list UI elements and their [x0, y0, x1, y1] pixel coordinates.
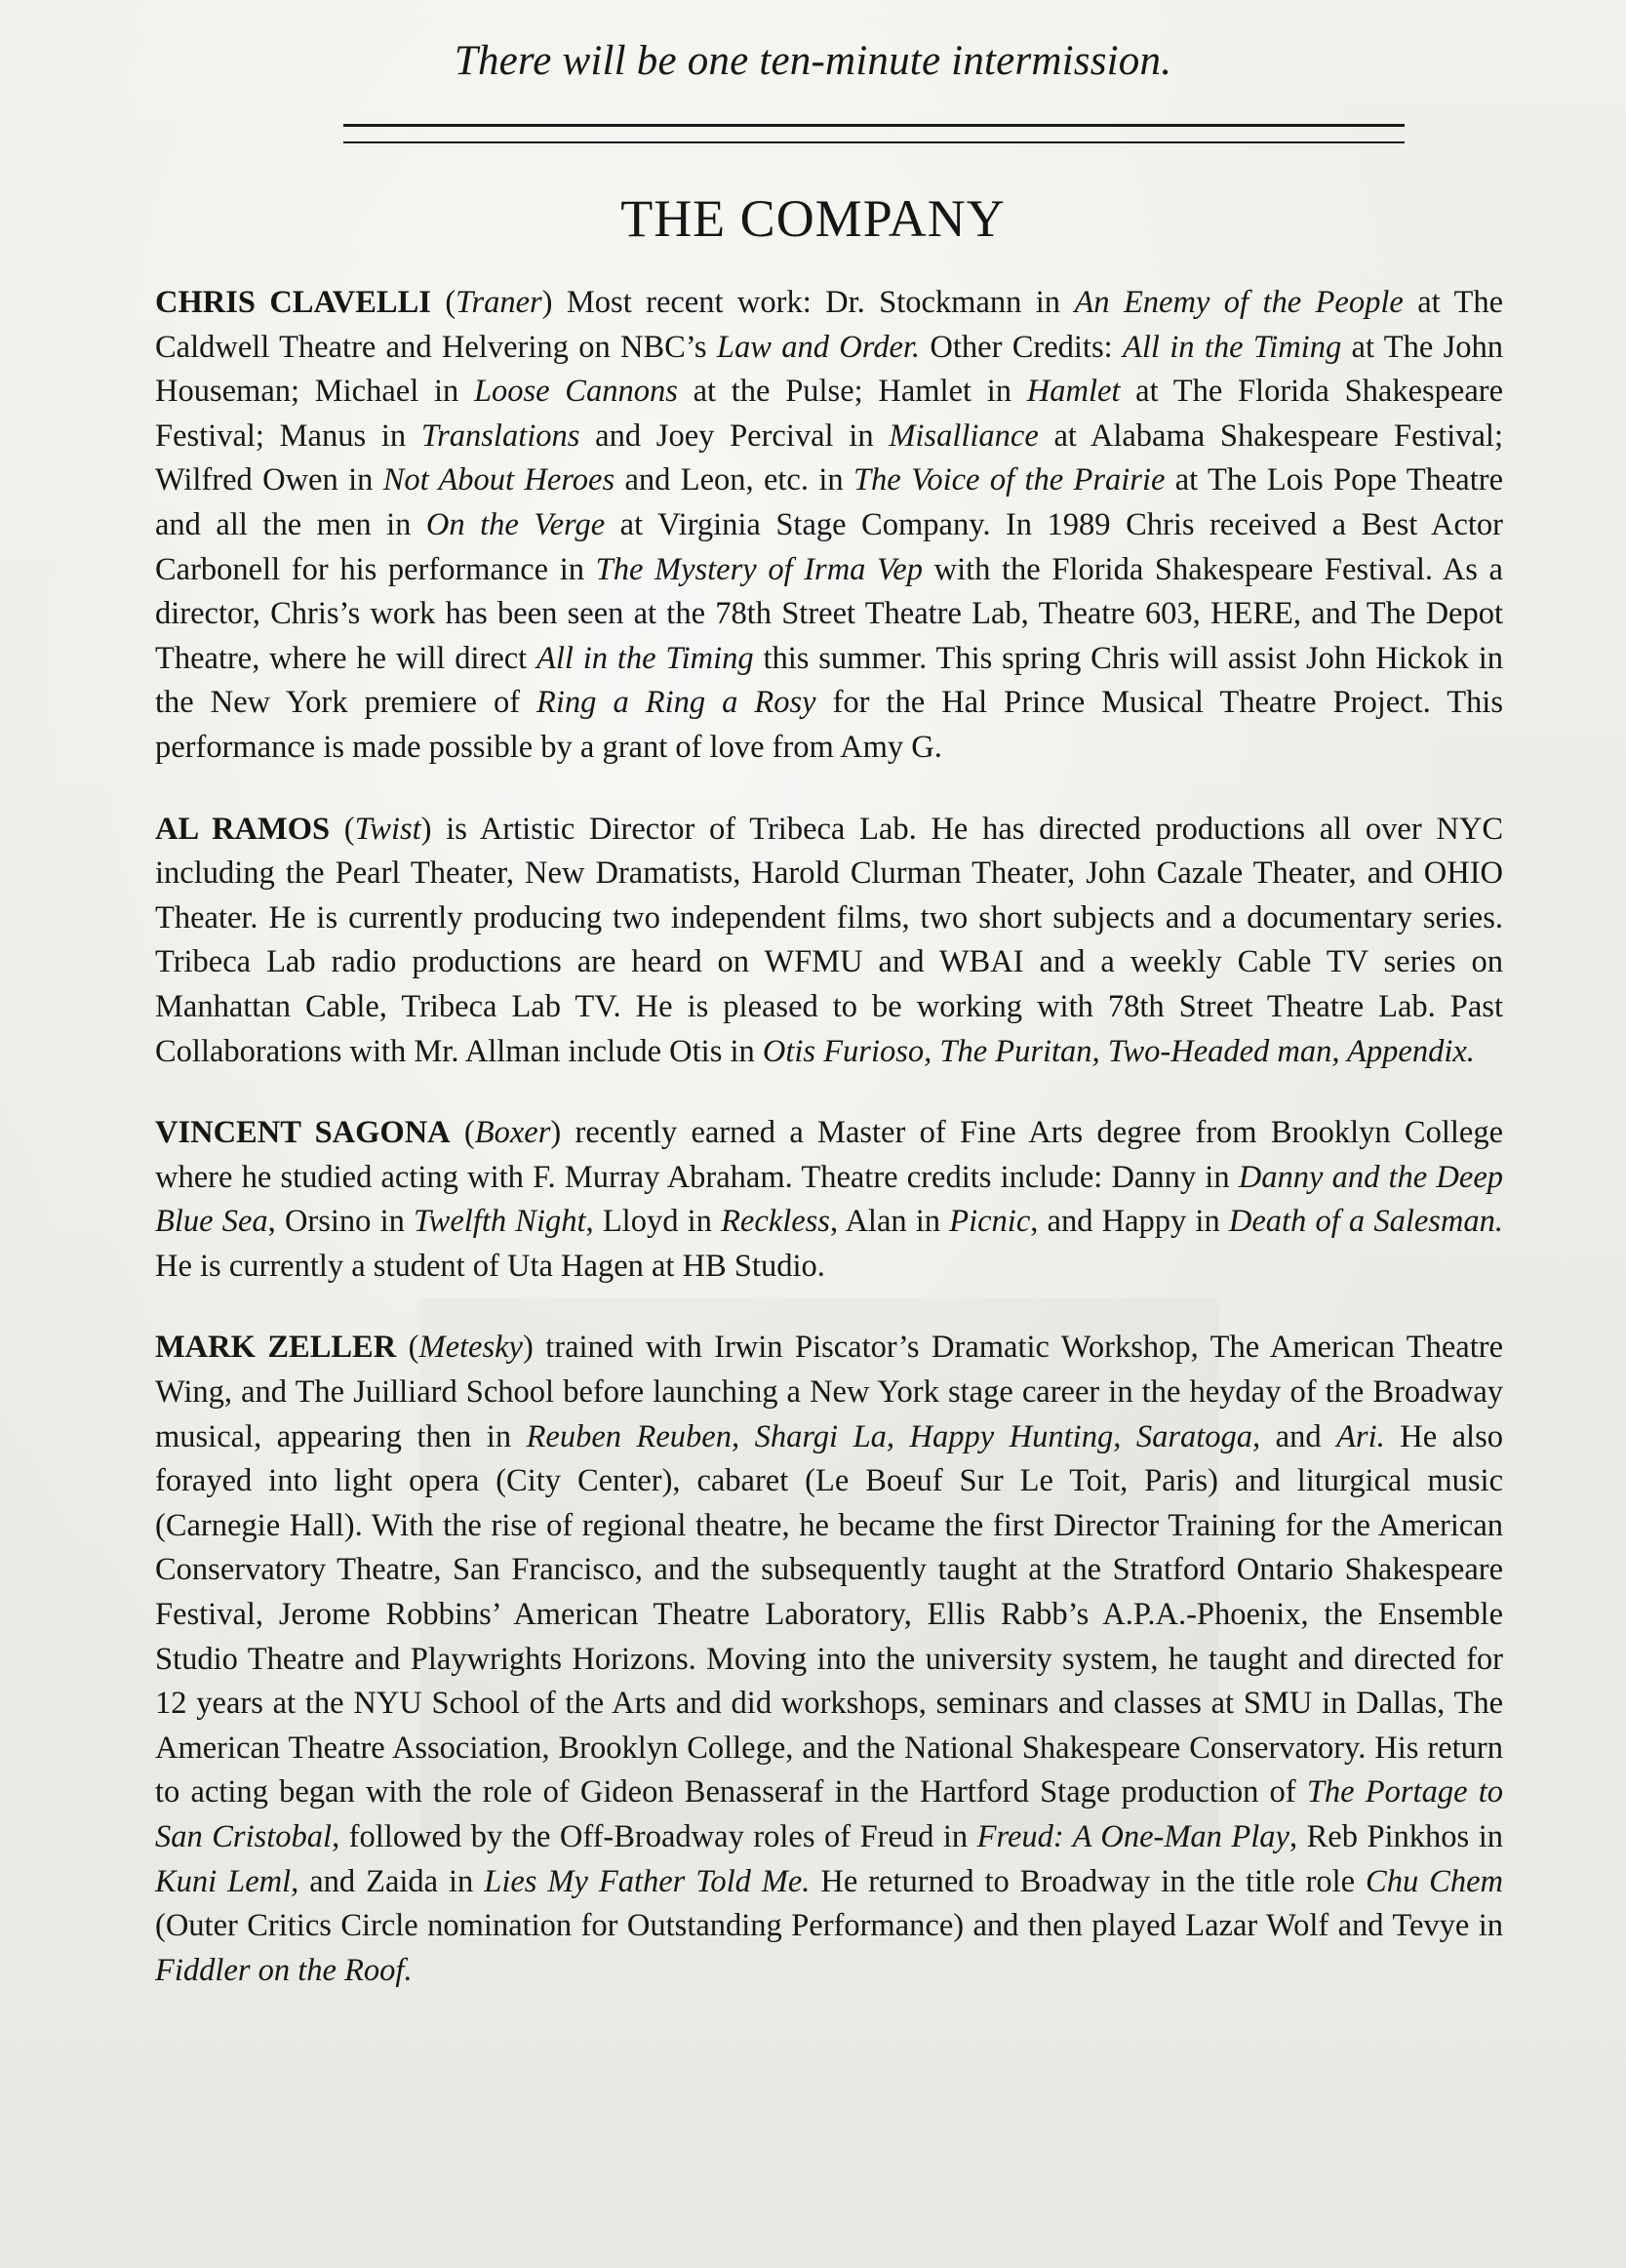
- work-title: The Portage to San Cristobal: [155, 1774, 1504, 1854]
- work-title: Otis Furioso, The Puritan, Two-Headed man, Appendix.: [762, 1033, 1475, 1069]
- character-role: Boxer: [474, 1115, 551, 1151]
- work-title: Twelfth Night: [414, 1204, 586, 1240]
- work-title: Freud: A One-Man Play: [976, 1819, 1289, 1854]
- bio-paragraph: VINCENT SAGONA (Boxer) recently earned a Master of Fine Arts degree from Brooklyn College where he studied acting with F. Murray Abraham. Theatre credits include: Danny in Danny and the Deep Blue Sea, Orsino in Twelfth Night, Lloyd in Reckless, Alan in Picnic, and Happy in Death of a Salesman. He is currently a student of Uta Hagen at HB Studio.: [155, 1115, 1504, 1284]
- divider-rule-bottom: [343, 141, 1405, 143]
- actor-name: CHRIS CLAVELLI: [155, 285, 431, 320]
- work-title: Law and Order.: [716, 329, 921, 365]
- divider-rule-top: [343, 124, 1405, 127]
- work-title: Hamlet: [1026, 374, 1121, 410]
- actor-name: VINCENT SAGONA: [155, 1115, 451, 1151]
- work-title: On the Verge: [425, 506, 606, 542]
- work-title: Chu Chem: [1366, 1863, 1503, 1899]
- work-title: Picnic: [949, 1204, 1031, 1240]
- work-title: All in the Timing: [536, 640, 754, 676]
- work-title: Translations: [420, 418, 580, 454]
- company-bios: [155, 281, 1503, 2030]
- work-title: Danny and the Deep Blue Sea: [155, 1159, 1503, 1240]
- character-role: Twist: [354, 811, 421, 847]
- work-title: Reckless: [721, 1204, 830, 1240]
- work-title: Not About Heroes: [382, 462, 615, 498]
- work-title: Ring a Ring a Rosy: [536, 685, 816, 721]
- work-title: The Mystery of Irma Vep: [595, 551, 923, 587]
- intermission-notice: There will be one ten-minute intermission.: [454, 38, 1172, 84]
- work-title: Fiddler on the Roof.: [155, 1952, 413, 1988]
- work-title: Reuben Reuben, Shargi La, Happy Hunting, Saratoga,: [526, 1418, 1261, 1454]
- work-title: Loose Cannons: [473, 374, 678, 410]
- bio-paragraph: MARK ZELLER (Metesky) trained with Irwin Piscator’s Dramatic Workshop, The American Theatre Wing, and The Juilliard School before launching a New York stage career in the heyday of the Broadway musical, appearing then in Reuben Reuben, Shargi La, Happy Hunting, Saratoga, and Ari. He also forayed into light opera (City Center), cabaret (Le Boeuf Sur Le Toit, Paris) and liturgical music (Carnegie Hall). With the rise of regional theatre, he became the first Director Training for the American Conservatory Theatre, San Francisco, and the subsequently taught at the Stratford Ontario Shakespeare Festival, Jerome Robbins’ American Theatre Laboratory, Ellis Rabb’s A.P.A.-Phoenix, the Ensemble Studio Theatre and Playwrights Horizons. Moving into the university system, he taught and directed for 12 years at the NYU School of the Arts and did workshops, seminars and classes at SMU in Dallas, The American Theatre Association, Brooklyn College, and the National Shakespeare Conservatory. His return to acting began with the role of Gideon Benasseraf in the Hartford Stage production of The Portage to San Cristobal, followed by the Off-Broadway roles of Freud in Freud: A One-Man Play, Reb Pinkhos in Kuni Leml, and Zaida in Lies My Father Told Me. He returned to Broadway in the title role Chu Chem (Outer Critics Circle nomination for Outstanding Performance) and then played Lazar Wolf and Tevye in Fiddler on the Roof.: [155, 1330, 1504, 1988]
- actor-name: AL RAMOS: [155, 811, 331, 847]
- actor-name: MARK ZELLER: [155, 1330, 397, 1366]
- work-title: All in the Timing: [1122, 329, 1342, 365]
- bio-paragraph: AL RAMOS (Twist) is Artistic Director of Tribeca Lab. He has directed productions all over NYC including the Pearl Theater, New Dramatists, Harold Clurman Theater, John Cazale Theater, and OHIO Theater. He is currently producing two independent films, two short subjects and a documentary series. Tribeca Lab radio productions are heard on WFMU and WBAI and a weekly Cable TV series on Manhattan Cable, Tribeca Lab TV. He is pleased to be working with 78th Street Theatre Lab. Past Collaborations with Mr. Allman include Otis in Otis Furioso, The Puritan, Two-Headed man, Appendix.: [155, 811, 1504, 1069]
- bio-paragraph: CHRIS CLAVELLI (Traner) Most recent work: Dr. Stockmann in An Enemy of the People at The Caldwell Theatre and Helvering on NBC’s Law and Order. Other Credits: All in the Timing at The John Houseman; Michael in Loose Cannons at the Pulse; Hamlet in Hamlet at The Florida Shakespeare Festival; Manus in Translations and Joey Percival in Misalliance at Alabama Shakespeare Festival; Wilfred Owen in Not About Heroes and Leon, etc. in The Voice of the Prairie at The Lois Pope Theatre and all the men in On the Verge at Virginia Stage Company. In 1989 Chris received a Best Actor Carbonell for his performance in The Mystery of Irma Vep with the Florida Shakespeare Festival. As a director, Chris’s work has been seen at the 78th Street Theatre Lab, Theatre 603, HERE, and The Depot Theatre, where he will direct All in the Timing this summer. This spring Chris will assist John Hickok in the New York premiere of Ring a Ring a Rosy for the Hal Prince Musical Theatre Project. This performance is made possible by a grant of love from Amy G.: [155, 285, 1504, 765]
- work-title: An Enemy of the People: [1074, 285, 1404, 320]
- work-title: Kuni Leml,: [155, 1863, 299, 1899]
- section-title: THE COMPANY: [620, 189, 1006, 248]
- work-title: The Voice of the Prairie: [853, 462, 1166, 498]
- character-role: Traner: [456, 285, 542, 320]
- character-role: Metesky: [418, 1330, 523, 1366]
- work-title: Ari.: [1336, 1418, 1385, 1454]
- work-title: Misalliance: [889, 418, 1039, 454]
- work-title: Lies My Father Told Me.: [484, 1863, 811, 1899]
- work-title: Death of a Salesman.: [1228, 1204, 1504, 1240]
